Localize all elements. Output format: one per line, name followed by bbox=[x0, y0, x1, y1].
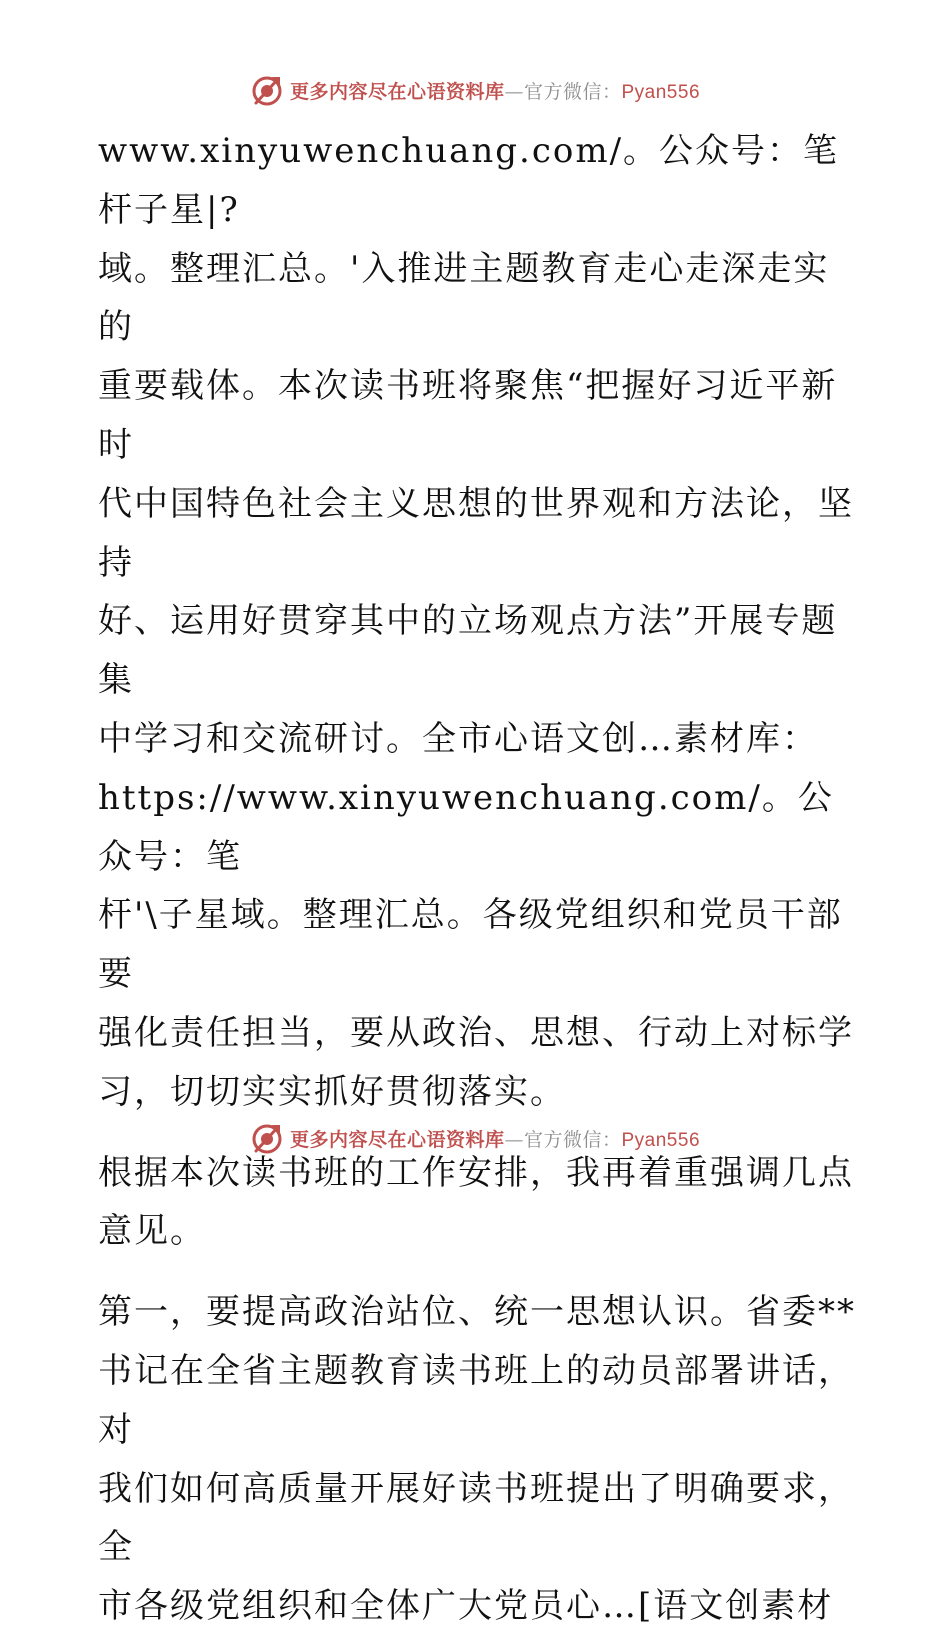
watermark-handle: Pyan556 bbox=[621, 1129, 701, 1151]
watermark-text bbox=[290, 77, 700, 104]
paragraph-1: www.xinyuwenchuang.com/。公众号：笔杆子星|? 域。整理汇总。'入推进主题教育走心走深走实的 重要载体。本次读书班将聚焦“把握好习近平新时 代中国特色社会主义思想的世界观和方法论，坚持 好、运用好贯穿其中的立场观点方法”开展专题集 中学习和交流研讨。全市心语文创…素材库： https://www.xinyuwenchuang.com/。公众号：笔 杆'\子星域。整理汇总。各级党组织和党员干部要 强化责任担当，要从政治、思想、行动上对标学 习，切切实实抓好贯彻落实。 bbox=[98, 131, 854, 1112]
watermark-handle: Pyan556 bbox=[621, 81, 701, 103]
quill-seal-icon bbox=[250, 73, 284, 107]
footer-watermark bbox=[0, 1118, 950, 1158]
quill-seal-icon bbox=[250, 1121, 284, 1155]
watermark-text bbox=[290, 1125, 700, 1152]
watermark-dash: — bbox=[504, 80, 524, 103]
header-watermark bbox=[0, 70, 950, 110]
watermark-brand: 更多内容尽在心语资料库 bbox=[289, 1128, 505, 1151]
paragraph-2: 根据本次读书班的工作安排，我再着重强调几点 意见。 bbox=[98, 1152, 854, 1252]
document-body bbox=[98, 122, 858, 1636]
paragraph-3: 第一，要提高政治站位、统一思想认识。省委** 书记在全省主题教育读书班上的动员部署讲话，对 我们如何高质量开展好读书班提出了明确要求，全 市各级党组织和全体广大党员心…[语文创素材 bbox=[98, 1292, 856, 1627]
watermark-dash: — bbox=[504, 1128, 524, 1151]
watermark-label: 官方微信： bbox=[523, 80, 622, 103]
watermark-brand: 更多内容尽在心语资料库 bbox=[289, 80, 505, 103]
watermark-label: 官方微信： bbox=[523, 1128, 622, 1151]
